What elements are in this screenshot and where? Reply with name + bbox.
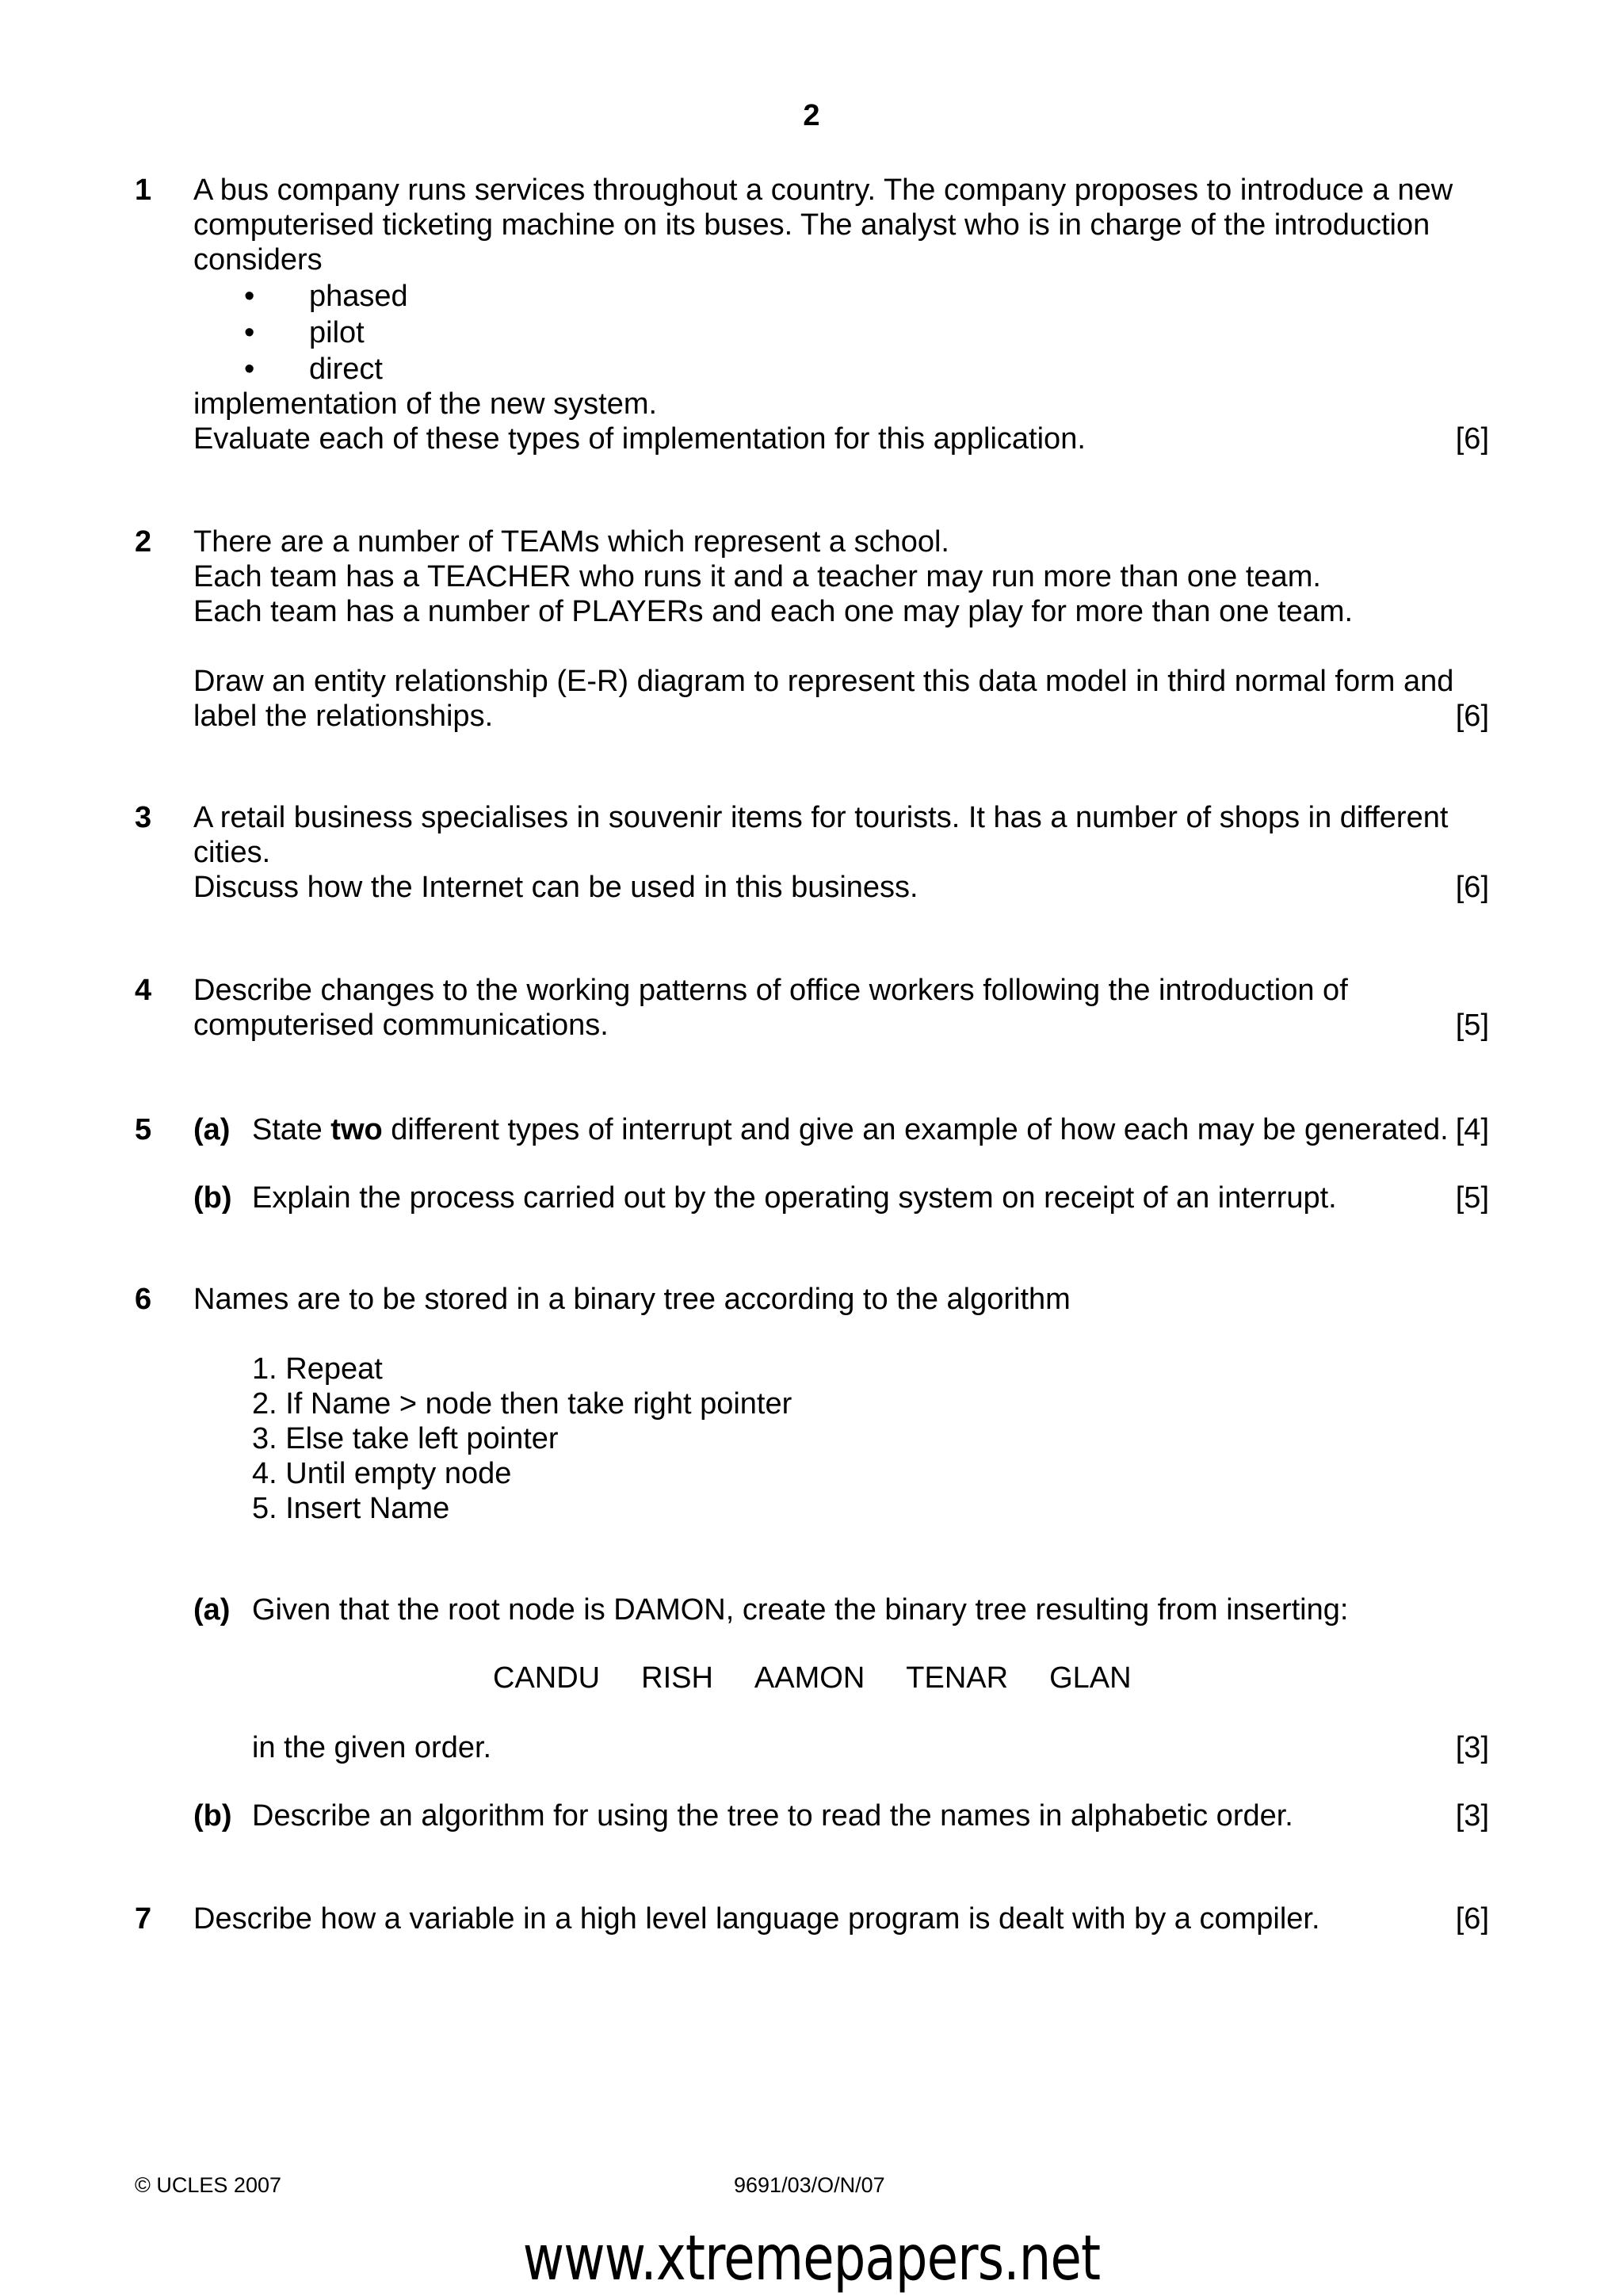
- part-text: Explain the process carried out by the operating system on receipt of an interrupt.: [252, 1181, 1337, 1215]
- question-number: 7: [135, 1902, 152, 1936]
- algorithm-step: 4. Until empty node: [252, 1457, 512, 1490]
- bullet-icon: •: [244, 316, 255, 349]
- question-text-line: computerised ticketing machine on its buses. The analyst who is in charge of the introduction: [193, 208, 1430, 242]
- bullet-icon: •: [244, 353, 255, 386]
- question-text-line: A retail business specialises in souvenir items for tourists. It has a number of shops in different: [193, 801, 1449, 834]
- marks: [6]: [1455, 422, 1489, 456]
- footer-paper-code: 9691/03/O/N/07: [734, 2173, 885, 2197]
- part-text: Given that the root node is DAMON, create the binary tree resulting from inserting:: [252, 1593, 1349, 1627]
- part-label: (a): [193, 1593, 231, 1627]
- list-item: pilot: [309, 316, 365, 349]
- question-task: Draw an entity relationship (E-R) diagram to represent this data model in third normal form and: [193, 665, 1454, 698]
- part-text: State two different types of interrupt and give an example of how each may be generated.: [252, 1113, 1449, 1146]
- question-task: Evaluate each of these types of implementation for this application.: [193, 422, 1086, 456]
- watermark-url: www.xtremepapers.net: [522, 2223, 1101, 2294]
- names-list: [493, 1661, 1173, 1695]
- marks: [6]: [1455, 700, 1489, 733]
- emphasis: two: [330, 1113, 383, 1146]
- question-number: 1: [135, 174, 152, 207]
- question-text-line: Each team has a number of PLAYERs and each one may play for more than one team.: [193, 595, 1354, 628]
- marks: [4]: [1455, 1113, 1489, 1146]
- question-text-line: Names are to be stored in a binary tree according to the algorithm: [193, 1283, 1071, 1316]
- part-label: (a): [193, 1113, 231, 1146]
- question-text-line: considers: [193, 243, 323, 277]
- algorithm-step: 1. Repeat: [252, 1352, 383, 1386]
- marks: [6]: [1455, 871, 1489, 904]
- name-item: TENAR: [906, 1661, 1009, 1695]
- question-number: 5: [135, 1113, 152, 1146]
- footer-copyright: © UCLES 2007: [135, 2173, 281, 2197]
- name-item: CANDU: [493, 1661, 601, 1695]
- question-text-line: implementation of the new system.: [193, 387, 658, 421]
- marks: [5]: [1455, 1009, 1489, 1042]
- algorithm-step: 3. Else take left pointer: [252, 1422, 559, 1455]
- algorithm-step: 2. If Name > node then take right pointer: [252, 1387, 792, 1421]
- question-text-line: Each team has a TEACHER who runs it and a teacher may run more than one team.: [193, 560, 1321, 593]
- algorithm-step: 5. Insert Name: [252, 1492, 450, 1525]
- question-task: Discuss how the Internet can be used in this business.: [193, 871, 918, 904]
- question-number: 2: [135, 525, 152, 559]
- question-number: 4: [135, 974, 152, 1007]
- marks: [3]: [1455, 1731, 1489, 1764]
- question-number: 3: [135, 801, 152, 834]
- list-item: direct: [309, 353, 383, 386]
- part-text: in the given order.: [252, 1731, 492, 1764]
- question-text-line: Describe how a variable in a high level language program is dealt with by a compiler.: [193, 1902, 1320, 1936]
- question-task: label the relationships.: [193, 700, 494, 733]
- question-text-line: There are a number of TEAMs which represent a school.: [193, 525, 949, 559]
- question-text-line: cities.: [193, 836, 271, 869]
- marks: [5]: [1455, 1181, 1489, 1215]
- question-text-line: Describe changes to the working patterns of office workers following the introduction of: [193, 974, 1348, 1007]
- bullet-icon: •: [244, 280, 255, 313]
- part-label: (b): [193, 1799, 232, 1833]
- question-number: 6: [135, 1283, 152, 1316]
- name-item: AAMON: [754, 1661, 865, 1695]
- part-label: (b): [193, 1181, 232, 1215]
- marks: [6]: [1455, 1902, 1489, 1936]
- name-item: GLAN: [1049, 1661, 1132, 1695]
- list-item: phased: [309, 280, 408, 313]
- question-text-line: A bus company runs services throughout a country. The company proposes to introduce a new: [193, 174, 1453, 207]
- page-number: 2: [803, 99, 820, 132]
- question-text-line: computerised communications.: [193, 1009, 609, 1042]
- name-item: RISH: [641, 1661, 713, 1695]
- part-text: Describe an algorithm for using the tree to read the names in alphabetic order.: [252, 1799, 1293, 1833]
- marks: [3]: [1455, 1799, 1489, 1833]
